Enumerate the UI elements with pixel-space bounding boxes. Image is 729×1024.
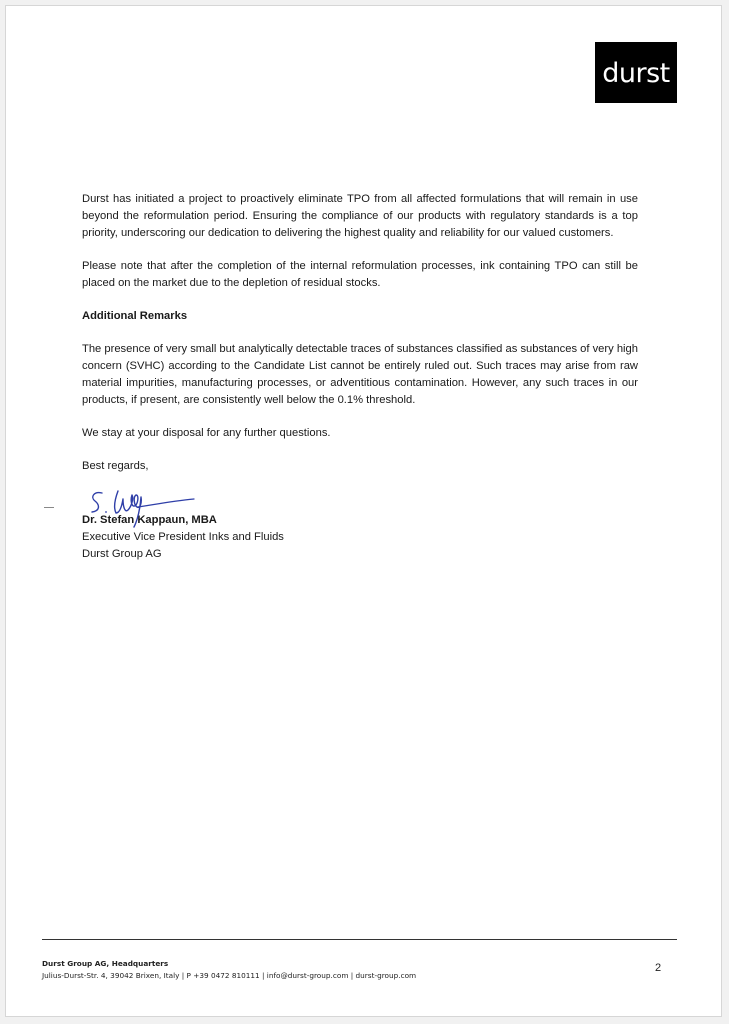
signatory-title: Executive Vice President Inks and Fluids xyxy=(82,531,284,543)
handwritten-signature xyxy=(82,483,197,529)
footer-company: Durst Group AG, Headquarters xyxy=(42,959,169,968)
closing-greeting: Best regards, xyxy=(82,460,149,472)
page-number: 2 xyxy=(655,962,662,974)
footer-address: Julius-Durst-Str. 4, 39042 Brixen, Italy | P +39 0472 810111 | info@durst-group.com | durst-group.com xyxy=(42,971,417,980)
paragraph-residual-stocks: Please note that after the completion of the internal reformulation processes, ink containing TPO can still be placed on the market due to the depletion of residual stocks. xyxy=(82,260,638,289)
signatory-name: Dr. Stefan Kappaun, MBA xyxy=(82,514,217,526)
durst-logo xyxy=(595,42,677,103)
logo-text: durst xyxy=(602,58,670,89)
additional-remarks-heading: Additional Remarks xyxy=(82,310,188,322)
paragraph-reformulation: Durst has initiated a project to proactively eliminate TPO from all affected formulations that will remain in use beyond the reformulation period. Ensuring the compliance of our products with regulatory standards is a top priority, underscoring our dedication to delivering the highest quality and reliability for our valued customers. xyxy=(82,193,638,239)
footer xyxy=(42,958,416,982)
signatory-company: Durst Group AG xyxy=(82,548,162,560)
paragraph-svhc: The presence of very small but analytically detectable traces of substances classified as substances of very high concern (SVHC) according to the Candidate List cannot be entirely ruled out. Such traces may arise from raw material impurities, manufacturing processes, or adventitious contamination. However, any such traces in our products, if present, are consistently well below the 0.1% threshold. xyxy=(82,343,638,406)
letter-body xyxy=(82,191,638,491)
margin-mark xyxy=(44,507,54,508)
paragraph-disposal: We stay at your disposal for any further questions. xyxy=(82,427,331,439)
footer-divider xyxy=(42,939,677,940)
